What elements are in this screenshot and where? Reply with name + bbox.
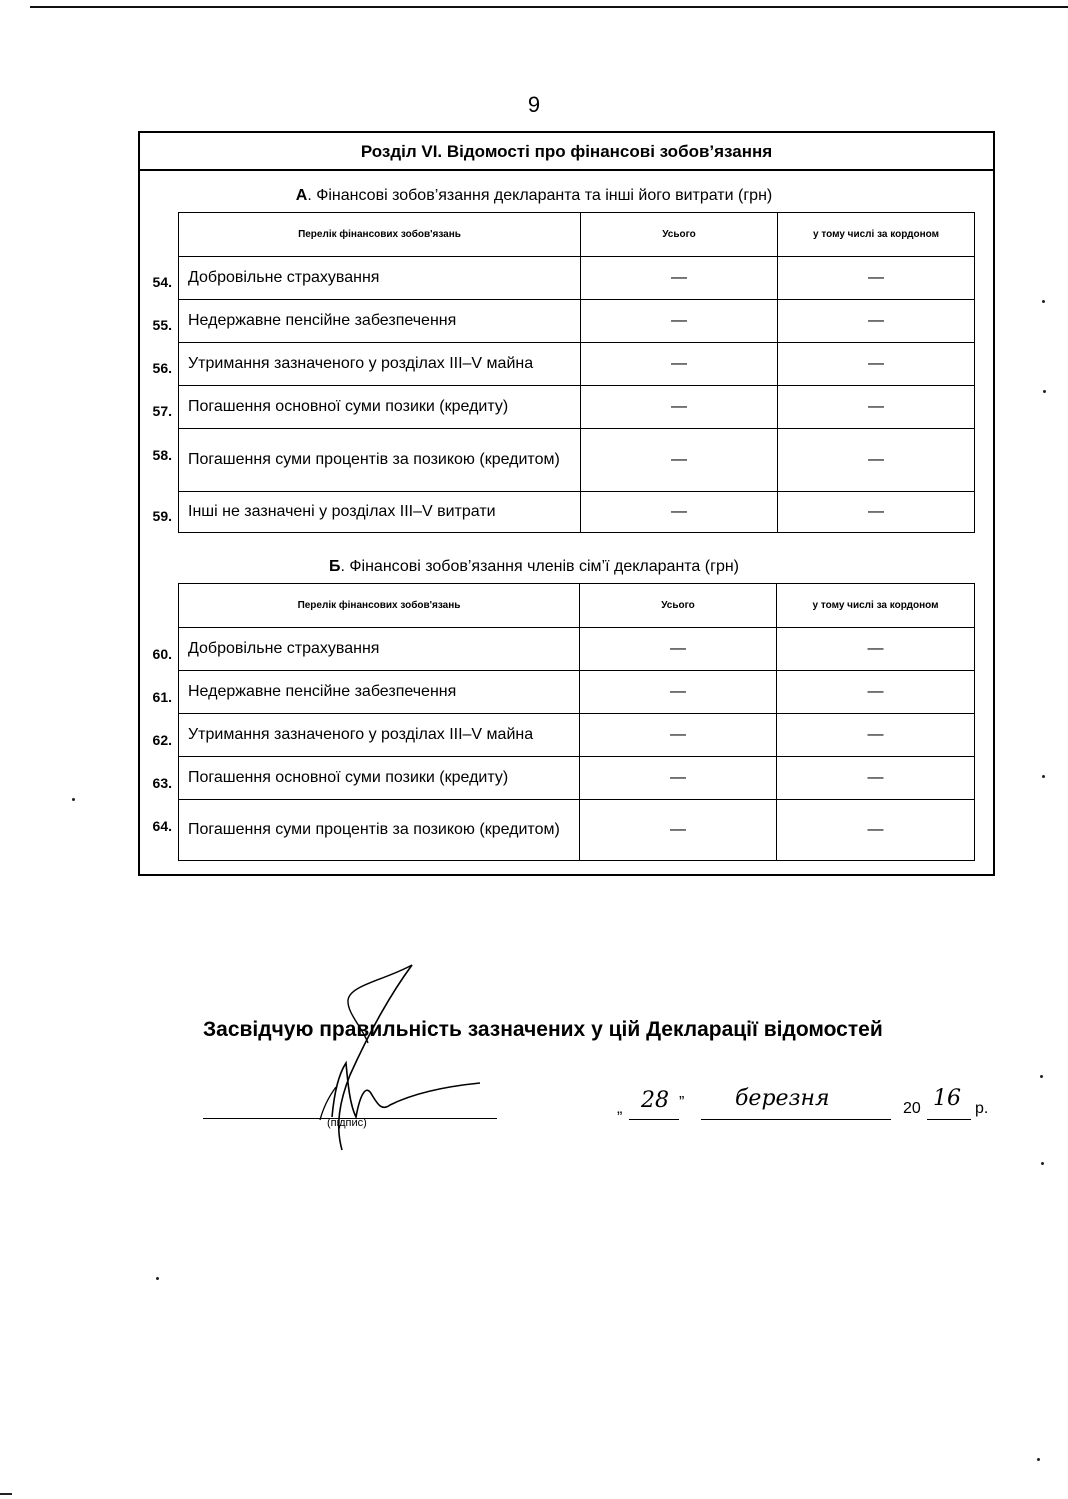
- row-label: Добровільне страхування: [179, 257, 581, 300]
- date-month: березня: [735, 1086, 830, 1111]
- row-label: Утримання зазначеного у розділах III–V майна: [179, 714, 580, 757]
- scan-speck: [1043, 390, 1046, 393]
- part-b-table: [178, 583, 975, 861]
- row-abroad: —: [778, 300, 975, 343]
- top-border-rule: [30, 6, 1068, 8]
- row-number: 58.: [152, 447, 172, 463]
- header-obligations: Перелік фінансових зобов'язань: [179, 584, 580, 628]
- scan-speck: [0, 1493, 12, 1495]
- table-row: [179, 757, 975, 800]
- scan-speck: [1042, 775, 1045, 778]
- part-a-title-text: . Фінансові зобов’язання декларанта та інші його витрати (грн): [307, 187, 773, 204]
- row-number: 54.: [152, 274, 172, 290]
- row-total: —: [581, 492, 778, 533]
- table-row: [179, 386, 975, 429]
- section-title: Розділ VI. Відомості про фінансові зобов’язання: [140, 133, 993, 171]
- scan-speck: [1040, 1075, 1043, 1078]
- row-label: Погашення основної суми позики (кредиту): [179, 386, 581, 429]
- row-label: Недержавне пенсійне забезпечення: [179, 300, 581, 343]
- date-open-quote: „: [617, 1100, 623, 1117]
- row-label: Недержавне пенсійне забезпечення: [179, 671, 580, 714]
- table-header-row: [179, 213, 975, 257]
- row-label: Утримання зазначеного у розділах III–V майна: [179, 343, 581, 386]
- row-number: 59.: [152, 508, 172, 524]
- row-label: Погашення суми процентів за позикою (кредитом): [179, 800, 580, 861]
- date-row: [617, 1086, 997, 1134]
- row-label: Погашення основної суми позики (кредиту): [179, 757, 580, 800]
- row-total: —: [580, 757, 777, 800]
- header-abroad: у тому числі за кордоном: [777, 584, 975, 628]
- date-year-prefix: 20: [903, 1100, 921, 1117]
- part-a-lead: А: [295, 187, 308, 204]
- row-total: —: [581, 300, 778, 343]
- date-month-line: [701, 1119, 891, 1120]
- attestation-text: Засвідчую правильність зазначених у цій Декларації відомостей: [203, 1018, 883, 1041]
- row-abroad: —: [778, 343, 975, 386]
- row-abroad: —: [778, 386, 975, 429]
- row-label: Інші не зазначені у розділах III–V витрати: [179, 492, 581, 533]
- row-abroad: —: [777, 628, 975, 671]
- table-row: [179, 492, 975, 533]
- row-number: 60.: [152, 646, 172, 662]
- part-a-title: [0, 187, 1068, 205]
- row-number: 55.: [152, 317, 172, 333]
- row-total: —: [580, 628, 777, 671]
- row-total: —: [581, 257, 778, 300]
- table-row: [179, 429, 975, 492]
- scan-speck: [1041, 1162, 1044, 1165]
- table-row: [179, 300, 975, 343]
- header-total: Усього: [581, 213, 778, 257]
- row-number: 57.: [152, 403, 172, 419]
- table-row: [179, 257, 975, 300]
- row-label: Добровільне страхування: [179, 628, 580, 671]
- date-close-quote: ”: [679, 1094, 685, 1111]
- row-abroad: —: [778, 429, 975, 492]
- table-row: [179, 628, 975, 671]
- handwritten-signature: [290, 955, 490, 1165]
- scan-speck: [1042, 300, 1045, 303]
- table-header-row: [179, 584, 975, 628]
- header-abroad: у тому числі за кордоном: [778, 213, 975, 257]
- row-number: 61.: [152, 689, 172, 705]
- row-abroad: —: [778, 257, 975, 300]
- row-number: 63.: [152, 775, 172, 791]
- scan-speck: [72, 798, 75, 801]
- date-day: 28: [641, 1088, 669, 1113]
- row-total: —: [581, 386, 778, 429]
- table-row: [179, 343, 975, 386]
- page-number: 9: [527, 92, 541, 117]
- signature-label: (підпис): [327, 1117, 367, 1129]
- scan-speck: [1037, 1458, 1040, 1461]
- table-row: [179, 714, 975, 757]
- table-row: [179, 800, 975, 861]
- header-obligations: Перелік фінансових зобов'язань: [179, 213, 581, 257]
- header-total: Усього: [580, 584, 777, 628]
- row-abroad: —: [778, 492, 975, 533]
- date-year-suffix: 16: [933, 1086, 961, 1111]
- row-number: 62.: [152, 732, 172, 748]
- row-number: 64.: [152, 818, 172, 834]
- row-abroad: —: [777, 671, 975, 714]
- part-b-lead: Б: [328, 558, 341, 575]
- row-total: —: [580, 671, 777, 714]
- row-total: —: [580, 714, 777, 757]
- date-day-line: [629, 1119, 679, 1120]
- row-number: 56.: [152, 360, 172, 376]
- scan-speck: [156, 1277, 159, 1280]
- table-row: [179, 671, 975, 714]
- row-abroad: —: [777, 757, 975, 800]
- row-total: —: [581, 429, 778, 492]
- part-b-title-text: . Фінансові зобов’язання членів сім’ї декларанта (грн): [340, 558, 739, 575]
- date-suffix: р.: [975, 1100, 989, 1117]
- row-abroad: —: [777, 714, 975, 757]
- part-b-title: [0, 558, 1068, 576]
- date-year-line: [927, 1119, 971, 1120]
- row-label: Погашення суми процентів за позикою (кредитом): [179, 429, 581, 492]
- row-total: —: [581, 343, 778, 386]
- part-a-table: [178, 212, 975, 533]
- row-total: —: [580, 800, 777, 861]
- row-abroad: —: [777, 800, 975, 861]
